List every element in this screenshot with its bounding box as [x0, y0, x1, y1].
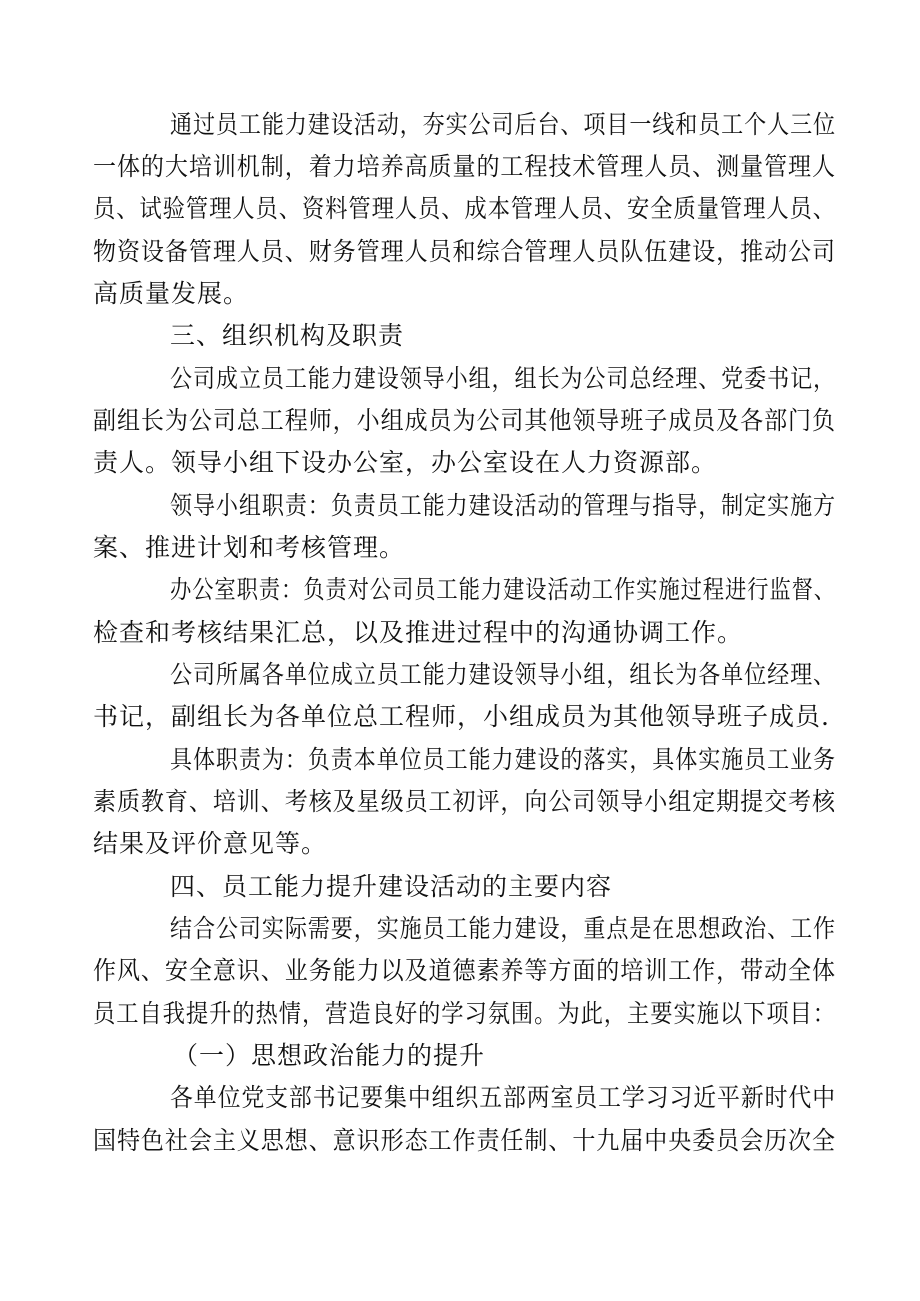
text-line: 素质教育、培训、考核及星级员工初评，向公司领导小组定期提交考核 [93, 787, 836, 816]
text-line: 办公室职责：负责对公司员工能力建设活动工作实施过程进行监督、 [170, 575, 836, 604]
text-line: 具体职责为：负责本单位员工能力建设的落实，具体实施员工业务 [170, 745, 837, 774]
section-heading: 四、员工能力提升建设活动的主要内容 [170, 872, 613, 901]
text-line: 检查和考核结果汇总，以及推进过程中的沟通协调工作。 [93, 618, 744, 647]
text-line: 领导小组职责：负责员工能力建设活动的管理与指导，制定实施方 [170, 491, 837, 520]
text-line: 各单位党支部书记要集中组织五部两室员工学习习近平新时代中 [170, 1083, 836, 1112]
text-line: 公司成立员工能力建设领导小组，组长为公司总经理、党委书记， [170, 364, 837, 393]
section-heading: 三、组织机构及职责 [170, 321, 405, 350]
subsection-heading: （一）思想政治能力的提升 [173, 1041, 486, 1070]
text-line: 国特色社会主义思想、意识形态工作责任制、十九届中央委员会历次全 [93, 1126, 836, 1155]
text-line: 通过员工能力建设活动，夯实公司后台、项目一线和员工个人三位 [170, 110, 837, 139]
text-line: 结合公司实际需要，实施员工能力建设，重点是在思想政治、工作 [170, 914, 837, 943]
text-line: 员、试验管理人员、资料管理人员、成本管理人员、安全质量管理人员、 [93, 194, 836, 223]
text-line: 公司所属各单位成立员工能力建设领导小组，组长为各单位经理、 [170, 660, 837, 689]
text-line: 结果及评价意见等。 [93, 829, 328, 858]
text-line: 一体的大培训机制，着力培养高质量的工程技术管理人员、测量管理人 [93, 152, 836, 181]
text-line: 物资设备管理人员、财务管理人员和综合管理人员队伍建设，推动公司 [93, 237, 836, 266]
text-line: 员工自我提升的热情，营造良好的学习氛围。为此，主要实施以下项目： [93, 999, 836, 1028]
text-line: 责人。领导小组下设办公室，办公室设在人力资源部。 [93, 448, 718, 477]
text-line: 副组长为公司总工程师，小组成员为公司其他领导班子成员及各部门负 [93, 406, 836, 435]
text-line: 高质量发展。 [93, 279, 250, 308]
text-line: 书记，副组长为各单位总工程师，小组成员为其他领导班子成员. [93, 702, 830, 731]
text-line: 作风、安全意识、业务能力以及道德素养等方面的培训工作，带动全体 [93, 956, 836, 985]
text-line: 案、推进计划和考核管理。 [93, 533, 406, 562]
